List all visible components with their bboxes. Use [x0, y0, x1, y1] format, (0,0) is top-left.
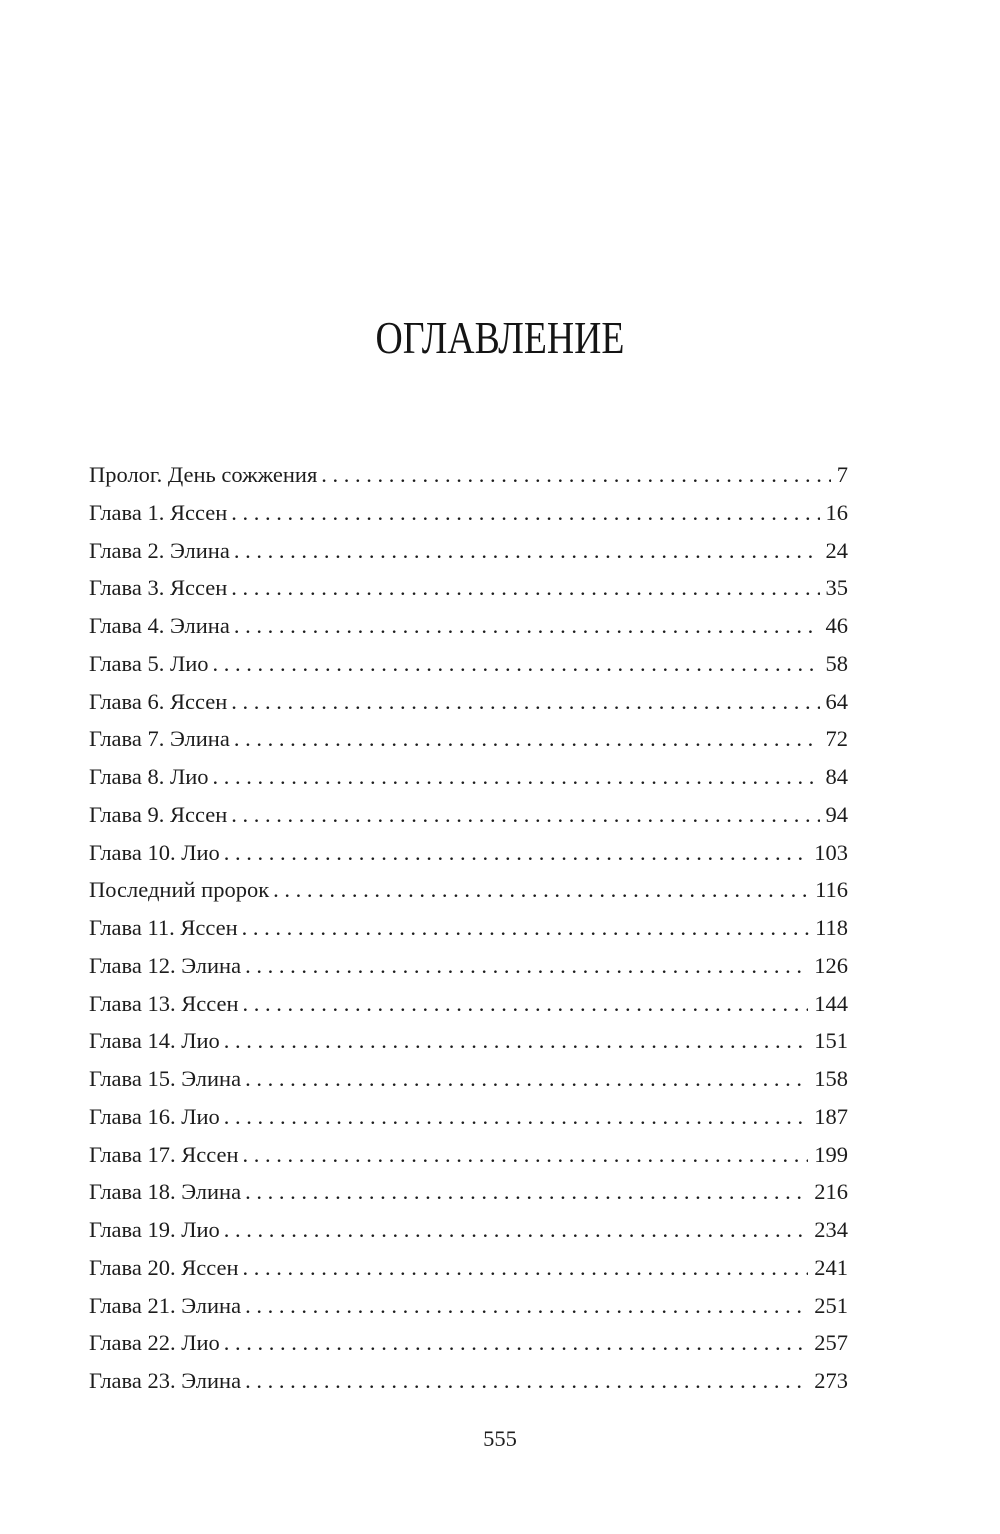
dot-leader	[243, 1136, 809, 1174]
toc-entry	[89, 720, 848, 758]
toc-entry-page: 35	[825, 575, 848, 601]
toc-entry-page: 64	[825, 688, 848, 714]
toc-entry-page: 234	[814, 1217, 848, 1242]
toc-entry-label: Глава 7. Элина	[89, 726, 230, 752]
toc-entry-page: 24	[825, 537, 848, 563]
toc-entry-page: 144	[814, 990, 848, 1016]
dot-leader	[321, 456, 830, 494]
toc-entry-label: Глава 5. Лио	[89, 650, 209, 676]
toc-entry-label: Глава 11. Яссен	[89, 915, 238, 940]
dot-leader	[231, 683, 819, 721]
toc-entry-page: 118	[815, 915, 848, 940]
toc-entry-label: Пролог. День сожжения	[89, 462, 318, 487]
toc-entry-label: Глава 15. Элина	[89, 1066, 242, 1091]
toc-entry	[89, 494, 848, 532]
toc-entry-page: 251	[814, 1292, 848, 1318]
dot-leader	[234, 532, 820, 570]
toc-entry-label: Глава 9. Яссен	[89, 801, 228, 827]
toc-entry-page: 151	[814, 1028, 848, 1054]
toc-entry-page: 84	[825, 764, 848, 789]
page-title: ОГЛАВЛЕНИЕ	[375, 312, 625, 363]
toc-entry-label: Глава 20. Яссен	[89, 1254, 239, 1280]
dot-leader	[245, 1060, 808, 1098]
toc-entry	[89, 645, 848, 683]
page-number: 555	[483, 1426, 517, 1451]
toc-entry-label: Глава 12. Элина	[89, 952, 242, 978]
toc-entry-label: Глава 6. Яссен	[89, 688, 228, 714]
toc-entry	[89, 1136, 848, 1174]
toc-entry-page: 94	[825, 801, 848, 827]
toc-entry-page: 46	[825, 613, 848, 638]
toc-entry-label: Глава 19. Лио	[89, 1217, 220, 1242]
toc-entry-label: Глава 8. Лио	[89, 764, 209, 789]
toc-entry-page: 257	[814, 1330, 848, 1356]
toc-entry-label: Глава 2. Элина	[89, 537, 230, 563]
toc-entry	[89, 607, 848, 645]
dot-leader	[243, 985, 809, 1023]
toc-entry-label: Глава 16. Лио	[89, 1103, 220, 1129]
dot-leader	[245, 1173, 808, 1211]
toc-entry-page: 7	[836, 462, 848, 487]
dot-leader	[231, 569, 819, 607]
dot-leader	[224, 1022, 808, 1060]
dot-leader	[243, 1249, 809, 1287]
dot-leader	[224, 1324, 808, 1362]
toc-entry	[89, 796, 848, 834]
toc-entry-label: Глава 4. Элина	[89, 613, 230, 638]
toc-entry-page: 241	[814, 1254, 848, 1280]
dot-leader	[245, 1287, 808, 1325]
toc-entry-page: 273	[814, 1368, 848, 1393]
toc-entry-page: 116	[815, 877, 848, 903]
toc-entry-label: Глава 21. Элина	[89, 1292, 242, 1318]
toc-entry-label: Глава 10. Лио	[89, 839, 220, 865]
toc-entry-label: Глава 13. Яссен	[89, 990, 239, 1016]
toc-entry	[89, 909, 848, 947]
toc-entry-page: 16	[825, 499, 848, 525]
toc-entry-label: Глава 23. Элина	[89, 1368, 242, 1393]
toc-entry-label: Глава 18. Элина	[89, 1179, 242, 1205]
toc-entry-label: Глава 22. Лио	[89, 1330, 220, 1356]
table-of-contents	[89, 456, 848, 1400]
toc-entry	[89, 1211, 848, 1249]
toc-entry	[89, 1060, 848, 1098]
dot-leader	[245, 947, 808, 985]
toc-entry	[89, 834, 848, 872]
dot-leader	[234, 720, 820, 758]
dot-leader	[273, 871, 809, 909]
toc-entry	[89, 1173, 848, 1211]
dot-leader	[224, 1211, 808, 1249]
toc-entry-page: 103	[814, 839, 848, 865]
toc-entry-label: Глава 1. Яссен	[89, 499, 228, 525]
dot-leader	[231, 796, 819, 834]
dot-leader	[224, 1098, 808, 1136]
toc-entry-page: 216	[814, 1179, 848, 1205]
toc-entry-page: 126	[814, 952, 848, 978]
dot-leader	[231, 494, 819, 532]
dot-leader	[242, 909, 809, 947]
toc-entry	[89, 1324, 848, 1362]
toc-entry-label: Глава 17. Яссен	[89, 1141, 239, 1167]
dot-leader	[234, 607, 820, 645]
dot-leader	[213, 645, 820, 683]
dot-leader	[213, 758, 820, 796]
toc-entry	[89, 758, 848, 796]
toc-entry	[89, 1249, 848, 1287]
toc-entry	[89, 947, 848, 985]
toc-entry-page: 158	[814, 1066, 848, 1091]
toc-entry	[89, 569, 848, 607]
dot-leader	[224, 834, 808, 872]
toc-entry	[89, 1022, 848, 1060]
toc-entry-page: 199	[814, 1141, 848, 1167]
toc-entry	[89, 1362, 848, 1400]
toc-entry-label: Глава 3. Яссен	[89, 575, 228, 601]
toc-entry-page: 187	[814, 1103, 848, 1129]
toc-entry-label: Глава 14. Лио	[89, 1028, 220, 1054]
toc-entry-label: Последний пророк	[89, 877, 270, 903]
toc-entry	[89, 871, 848, 909]
toc-entry-page: 58	[825, 650, 848, 676]
toc-entry	[89, 456, 848, 494]
toc-entry-page: 72	[825, 726, 848, 752]
dot-leader	[245, 1362, 808, 1400]
toc-entry	[89, 985, 848, 1023]
toc-entry	[89, 683, 848, 721]
toc-entry	[89, 1287, 848, 1325]
toc-entry	[89, 532, 848, 570]
toc-entry	[89, 1098, 848, 1136]
